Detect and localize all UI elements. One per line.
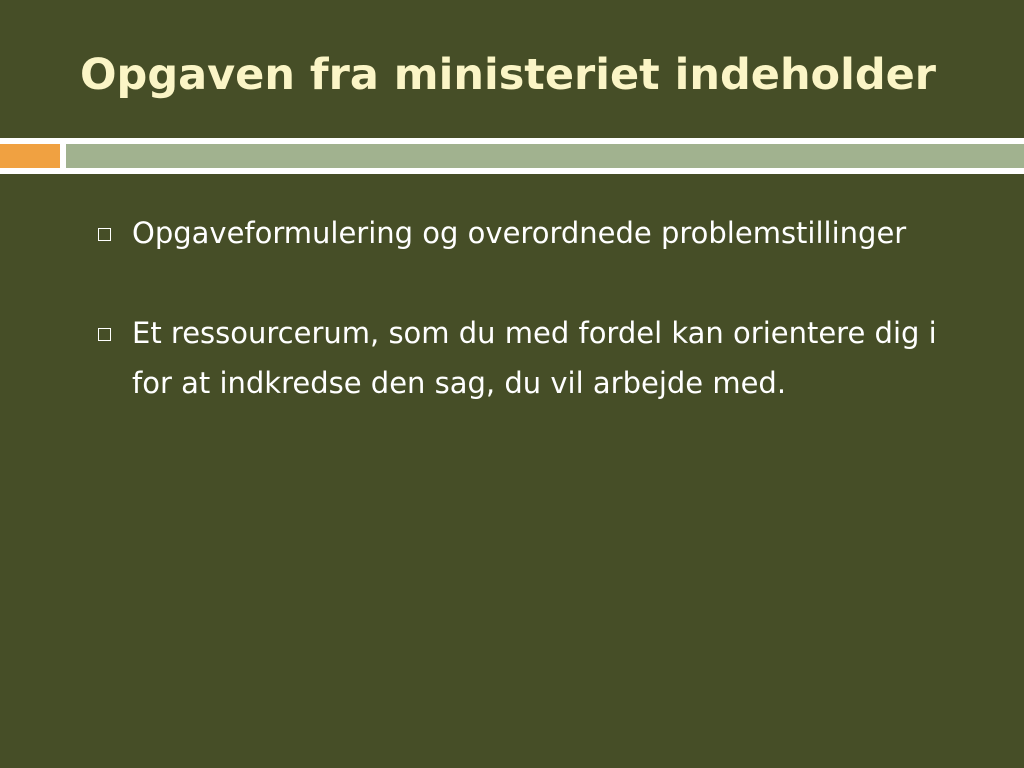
bullet-item <box>96 308 976 408</box>
hollow-square-bullet-icon <box>98 228 111 241</box>
title-divider <box>0 138 1024 174</box>
hollow-square-bullet-icon <box>98 328 111 341</box>
divider-bar-green <box>66 144 1024 168</box>
divider-accent-orange <box>0 144 60 168</box>
bullet-text: Opgaveformulering og overordnede problemstillinger <box>132 216 907 250</box>
bullet-list <box>96 208 976 458</box>
bullet-item <box>96 208 976 258</box>
slide-title: Opgaven fra ministeriet indeholder <box>80 50 936 100</box>
bullet-text: Et ressourcerum, som du med fordel kan orientere dig i for at indkredse den sag, du vil arbejde med. <box>132 316 937 400</box>
